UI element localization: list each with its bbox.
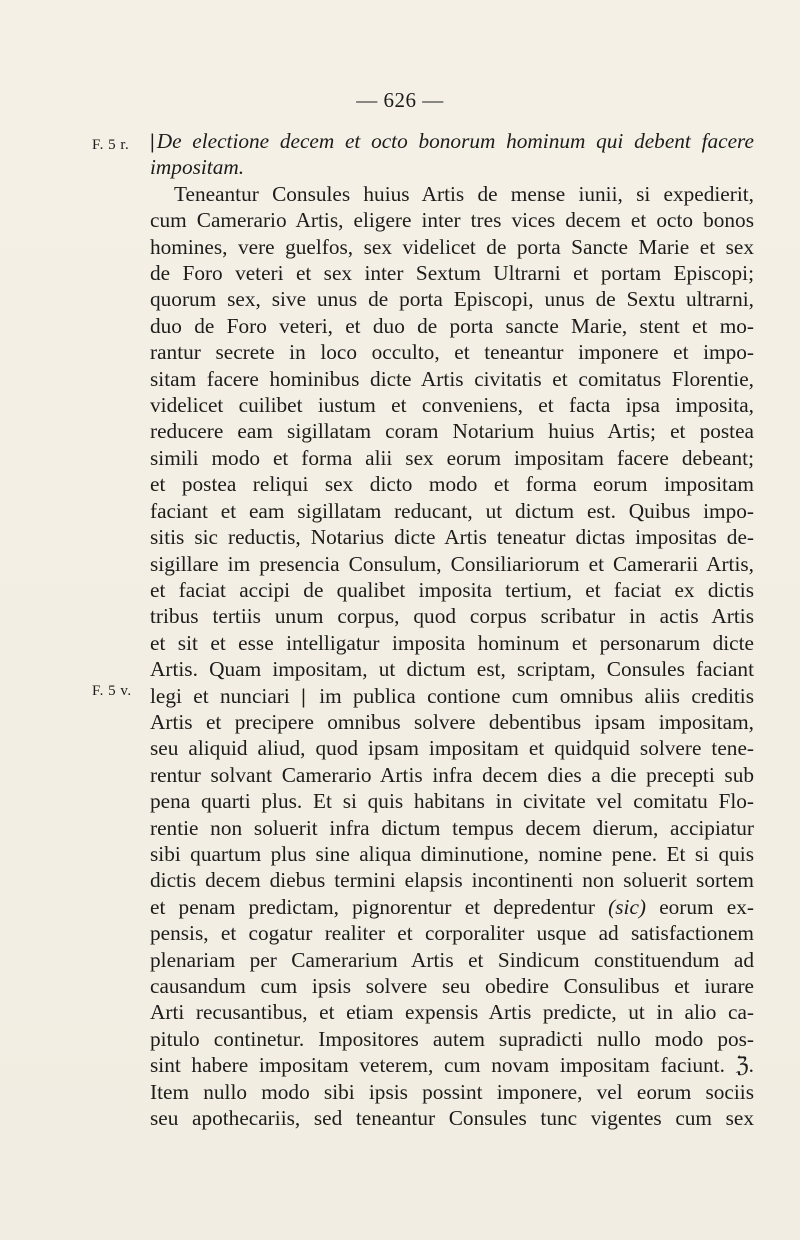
folio-marker-recto: F. 5 r. <box>92 137 130 153</box>
folio-marker-verso: F. 5 v. <box>92 683 132 699</box>
text-line: sibi quartum plus sine aliqua diminutione, nomine pene. Et si quis <box>150 841 754 866</box>
text-segment: im publica contione cum omnibus aliis creditis <box>319 683 755 708</box>
text-line: rentie non soluerit infra dictum tempus decem dierum, accipiatur <box>150 815 754 840</box>
text-line: quorum sex, sive unus de porta Episcopi, unus de Sextu ultrarni, <box>150 287 754 312</box>
text-line: dictis decem diebus termini elapsis incontinenti non soluerit sortem <box>150 868 754 893</box>
text-line: rentur solvant Camerario Artis infra decem dies a die precepti sub <box>150 762 754 787</box>
text-line-sic <box>150 894 754 920</box>
text-line: sigillare im presencia Consulum, Consiliariorum et Camerarii Artis, <box>150 551 754 576</box>
body-text <box>150 128 754 1131</box>
text-line: et postea reliqui sex dicto modo et forma eorum impositam <box>150 472 754 497</box>
text-segment: et penam predictam, pignorentur et depredentur <box>150 894 595 919</box>
text-line: Teneantur Consules huius Artis de mense iunii, si expedierit, <box>174 181 754 206</box>
text-line: pitulo continetur. Impositores autem supradicti nullo modo pos- <box>150 1026 754 1051</box>
folio-bar-mark: | <box>150 129 155 153</box>
text-line: faciant et eam sigillatam reducant, ut dictum est. Quibus impo- <box>150 498 754 523</box>
text-line: homines, vere guelfos, sex videlicet de porta Sancte Marie et sex <box>150 234 754 259</box>
text-line: sitis sic reductis, Notarius dicte Artis teneatur dictas impositas de- <box>150 525 754 550</box>
text-line: Arti recusantibus, et etiam expensis Artis predicte, ut in alio ca- <box>150 1000 754 1025</box>
text-segment: legi et nunciari <box>150 683 290 708</box>
sic-annotation: (sic) <box>608 894 646 919</box>
heading-text-1: De electione decem et octo bonorum hominum qui debent facere <box>156 129 754 153</box>
text-line: et faciat accipi de qualibet imposita tertium, et faciat ex dictis <box>150 577 754 602</box>
text-segment: eorum ex- <box>659 894 754 919</box>
text-line: rantur secrete in loco occulto, et teneantur imponere et impo- <box>150 340 754 365</box>
text-line: Item nullo modo sibi ipsis possint imponere, vel eorum sociis <box>150 1079 754 1104</box>
text-line: causandum cum ipsis solvere seu obedire Consulibus et iurare <box>150 974 754 998</box>
text-line: Artis et precipere omnibus solvere debentibus ipsam impositam, <box>150 709 754 734</box>
folio-bar-mark: | <box>301 683 306 708</box>
page-number: — 626 — <box>356 88 444 112</box>
text-line: tribus tertiis unum corpus, quod corpus scribatur in actis Artis <box>150 604 754 629</box>
text-line: seu aliquid aliud, quod ipsam impositam et quidquid solvere tene- <box>150 736 754 761</box>
text-line: et sit et esse intelligatur imposita hominum et personarum dicte <box>150 630 754 655</box>
text-line-f5v <box>150 683 754 709</box>
text-line: pensis, et cogatur realiter et corporaliter usque ad satisfactionem <box>150 921 754 946</box>
heading-line-2: impositam. <box>150 155 245 180</box>
text-line: sint habere impositam veterem, cum novam impositam faciunt. ℨ. <box>150 1053 754 1078</box>
text-line: plenariam per Camerarium Artis et Sindicum constituendum ad <box>150 947 754 972</box>
text-line: sitam facere hominibus dicte Artis civitatis et comitatus Florentie, <box>150 366 754 391</box>
text-line: duo de Foro veteri, et duo de porta sancte Marie, stent et mo- <box>150 313 754 338</box>
text-line: reducere eam sigillatam coram Notarium huius Artis; et postea <box>150 419 754 444</box>
text-line: seu apothecariis, sed teneantur Consules tunc vigentes cum sex <box>150 1106 754 1131</box>
text-line: cum Camerario Artis, eligere inter tres vices decem et octo bonos <box>150 208 754 233</box>
text-line: simili modo et forma alii sex eorum impositam facere debeant; <box>150 445 754 470</box>
text-line: pena quarti plus. Et si quis habitans in civitate vel comitatu Flo- <box>150 789 754 814</box>
text-line: videlicet cuilibet iustum et conveniens, et facta ipsa imposita, <box>150 393 754 418</box>
heading-line-1 <box>150 128 754 154</box>
text-line: de Foro veteri et sex inter Sextum Ultrarni et portam Episcopi; <box>150 261 754 286</box>
text-line: Artis. Quam impositam, ut dictum est, scriptam, Consules faciant <box>150 657 754 682</box>
